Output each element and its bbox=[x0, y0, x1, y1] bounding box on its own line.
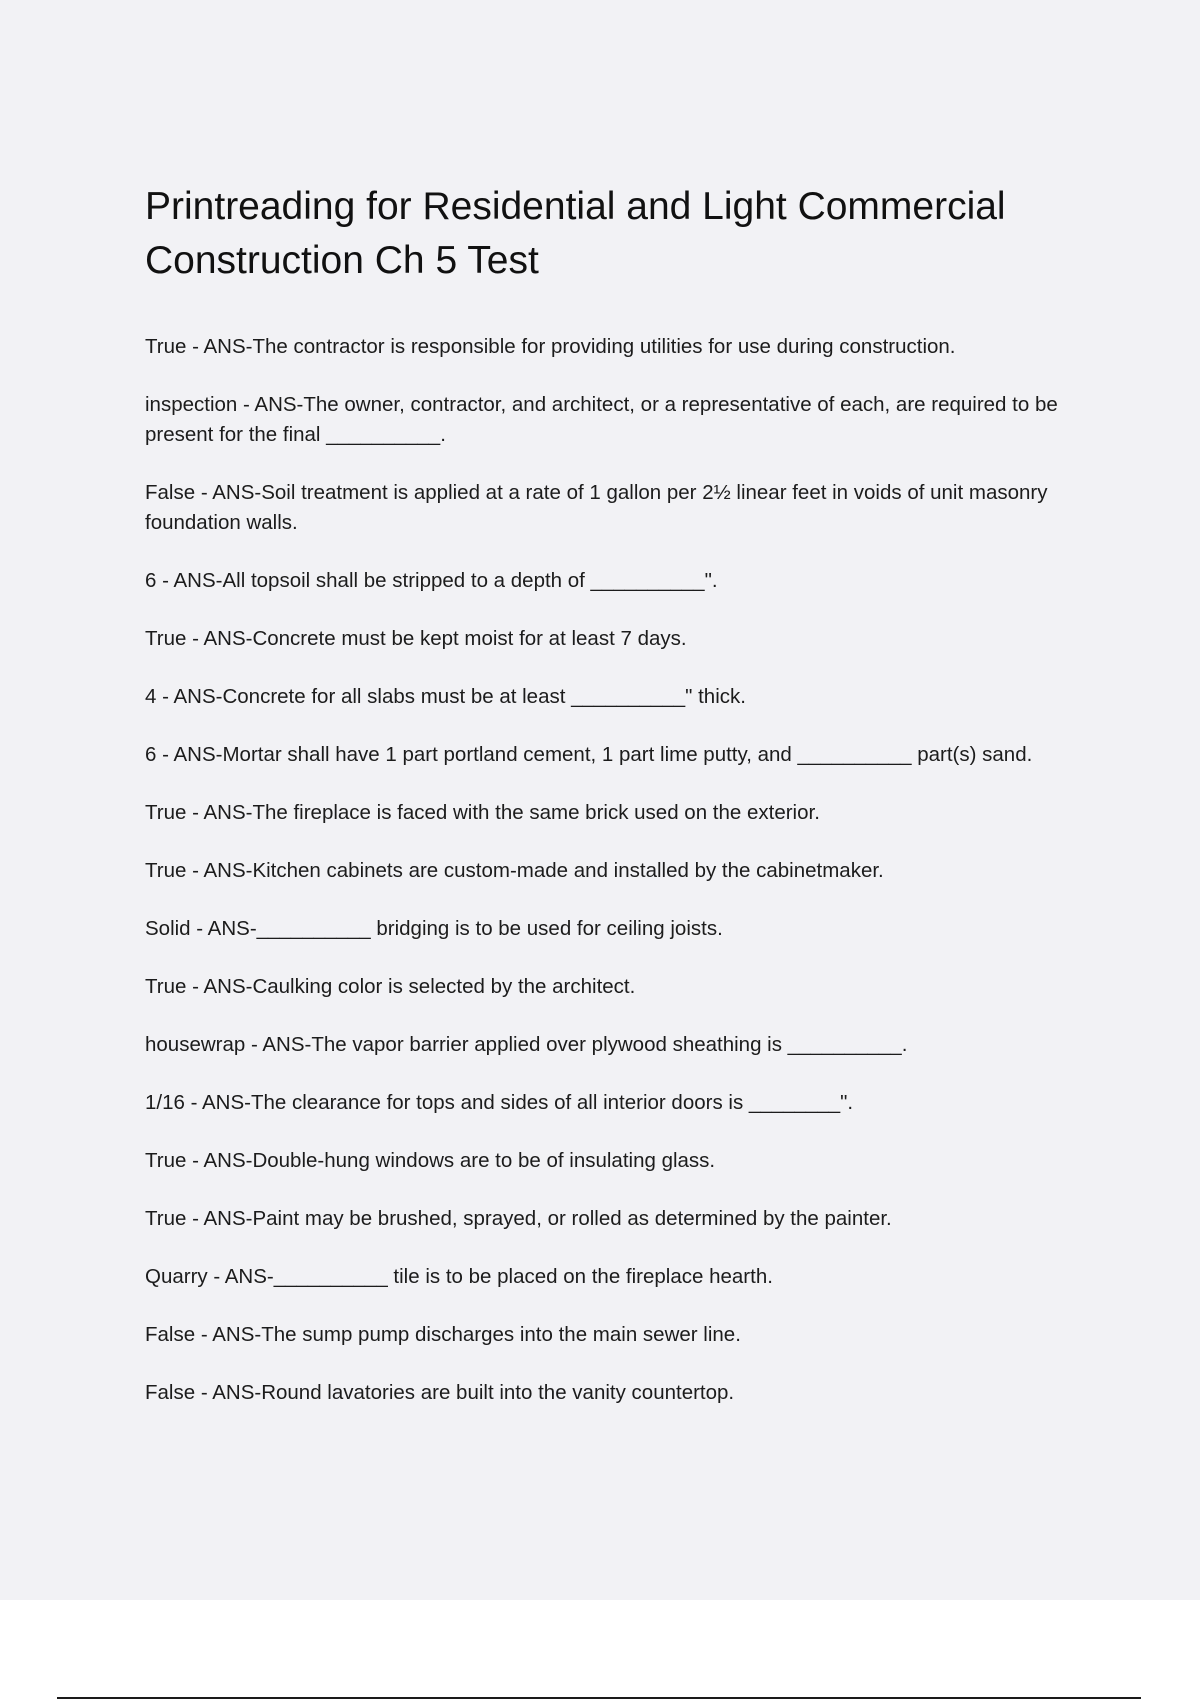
qa-item: 4 - ANS-Concrete for all slabs must be at least __________" thick. bbox=[145, 685, 746, 708]
qa-item: 6 - ANS-Mortar shall have 1 part portland cement, 1 part lime putty, and __________ part(s) sand. bbox=[145, 743, 1033, 766]
qa-item: False - ANS-Soil treatment is applied at a rate of 1 gallon per 2½ linear feet in voids of unit masonry foundation walls. bbox=[145, 481, 1048, 534]
qa-item: False - ANS-The sump pump discharges into the main sewer line. bbox=[145, 1323, 741, 1346]
document-title: Printreading for Residential and Light Commercial Construction Ch 5 Test bbox=[145, 185, 1006, 282]
qa-item: housewrap - ANS-The vapor barrier applied over plywood sheathing is __________. bbox=[145, 1033, 908, 1056]
qa-item: 1/16 - ANS-The clearance for tops and sides of all interior doors is ________". bbox=[145, 1091, 854, 1114]
qa-item: True - ANS-Double-hung windows are to be of insulating glass. bbox=[145, 1149, 716, 1172]
qa-list bbox=[145, 332, 1090, 1408]
qa-item: Quarry - ANS-__________ tile is to be placed on the fireplace hearth. bbox=[145, 1265, 773, 1288]
qa-item: True - ANS-The fireplace is faced with the same brick used on the exterior. bbox=[145, 801, 820, 824]
footer-divider bbox=[57, 1697, 1141, 1699]
qa-item: Solid - ANS-__________ bridging is to be used for ceiling joists. bbox=[145, 917, 723, 940]
qa-item: True - ANS-Kitchen cabinets are custom-made and installed by the cabinetmaker. bbox=[145, 859, 884, 882]
qa-item: inspection - ANS-The owner, contractor, and architect, or a representative of each, are required to be present for the final __________. bbox=[145, 393, 1058, 446]
qa-item: True - ANS-Paint may be brushed, sprayed, or rolled as determined by the painter. bbox=[145, 1207, 892, 1230]
qa-item: True - ANS-Caulking color is selected by the architect. bbox=[145, 975, 636, 998]
qa-item: False - ANS-Round lavatories are built into the vanity countertop. bbox=[145, 1381, 735, 1404]
qa-item: True - ANS-The contractor is responsible for providing utilities for use during construction. bbox=[145, 335, 956, 358]
document-content bbox=[145, 180, 1090, 1436]
qa-item: True - ANS-Concrete must be kept moist for at least 7 days. bbox=[145, 627, 687, 650]
qa-item: 6 - ANS-All topsoil shall be stripped to a depth of __________". bbox=[145, 569, 718, 592]
